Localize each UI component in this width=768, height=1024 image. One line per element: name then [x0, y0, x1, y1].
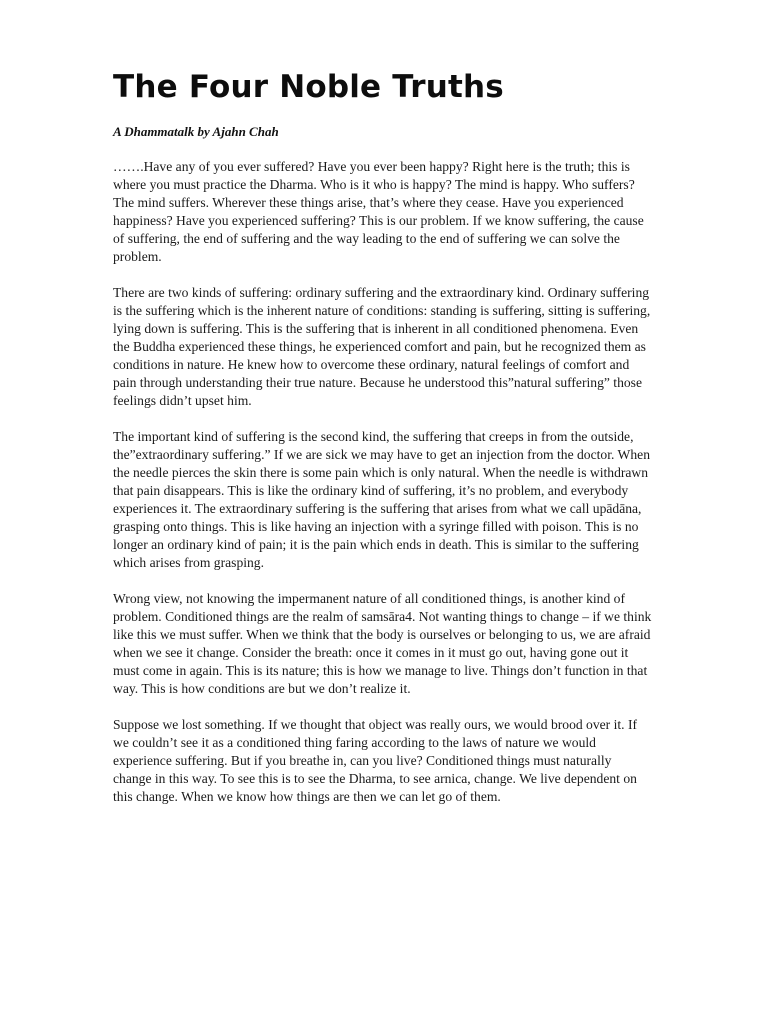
- paragraph-5: Suppose we lost something. If we thought that object was really ours, we would brood over it. If we couldn’t see it as a conditioned thing faring according to the laws of nature we would experience suffering. But if you breathe in, can you live? Conditioned things must naturally change in this way. To see this is to see the Dharma, to see arnica, change. We live dependent on this change. When we know how things are then we can let go of them.: [113, 717, 638, 804]
- paragraph-3: The important kind of suffering is the second kind, the suffering that creeps in from the outside, the”extraordinary suffering.” If we are sick we may have to get an injection from the doctor. When the needle pierces the skin there is some pain which is only natural. When the needle is withdrawn that pain disappears. This is like the ordinary kind of suffering, it’s no problem, and everybody experiences it. The extraordinary suffering is the suffering that arises from what we call upādāna, grasping onto things. This is like having an injection with a syringe filled with poison. This is no longer an ordinary kind of pain; it is the pain which ends in death. This is similar to the suffering which arises from grasping.: [113, 429, 650, 570]
- document-title: The Four Noble Truths: [113, 69, 504, 105]
- paragraph-4: Wrong view, not knowing the impermanent nature of all conditioned things, is another kind of problem. Conditioned things are the realm of samsāra4. Not wanting things to change – if we think like this we must suffer. When we think that the body is ourselves or belonging to us, we are afraid when we see it change. Consider the breath: once it comes in it must go out, having gone out it must come in again. This is its nature; this is how we manage to live. Things don’t function in that way. This is how conditions are but we don’t realize it.: [113, 591, 652, 696]
- paragraph-2: There are two kinds of suffering: ordinary suffering and the extraordinary kind. Ordinary suffering is the suffering which is the inherent nature of conditions: standing is suffering, sitting is suffering, lying down is suffering. This is the suffering that is inherent in all conditioned phenomena. Even the Buddha experienced these things, he experienced comfort and pain, but he recognized them as conditions in nature. He knew how to overcome these ordinary, natural feelings of comfort and pain through understanding their true nature. Because he understood this”natural suffering” those feelings didn’t upset him.: [113, 285, 651, 408]
- paragraph-1: …….Have any of you ever suffered? Have you ever been happy? Right here is the truth; this is where you must practice the Dharma. Who is it who is happy? The mind is happy. Who suffers? The mind suffers. Wherever these things arise, that’s where they cease. Have you experienced happiness? Have you experienced suffering? This is our problem. If we know suffering, the cause of suffering, the end of suffering and the way leading to the end of suffering we can solve the problem.: [113, 159, 644, 264]
- document-subtitle: A Dhammatalk by Ajahn Chah: [113, 124, 279, 139]
- document-page: [113, 68, 653, 824]
